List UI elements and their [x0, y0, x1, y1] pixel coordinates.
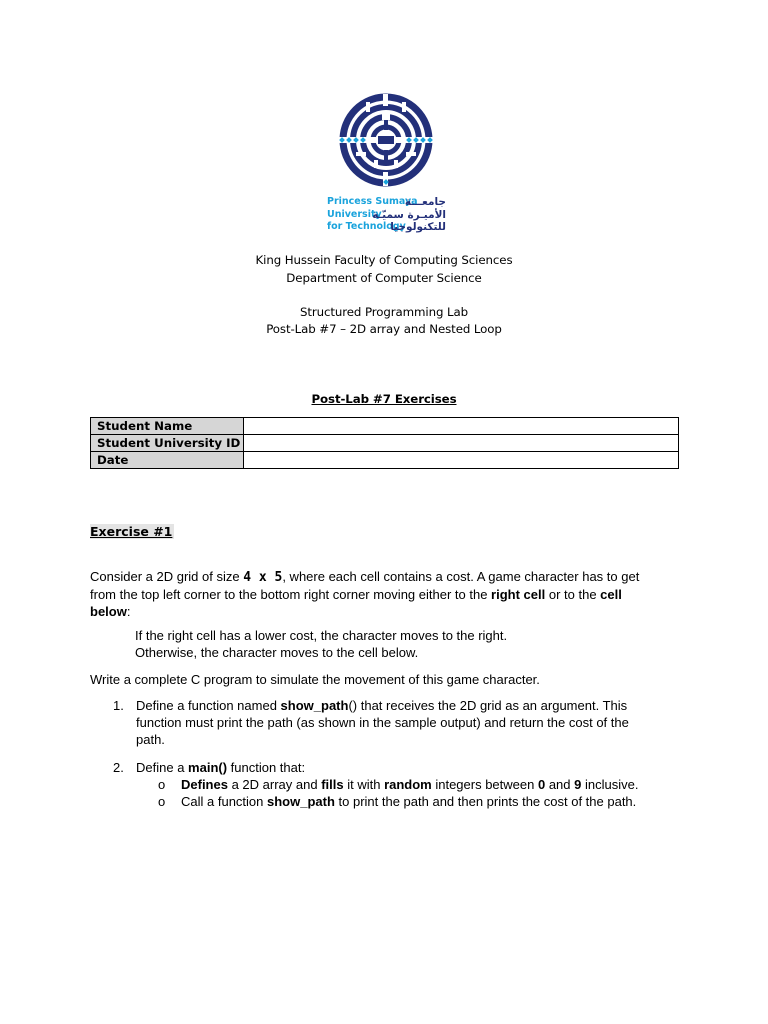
exercise-1-intro: Consider a 2D grid of size 4 x 5, where each cell contains a cost. A game character has to get from the top left corner to the bottom right corner moving either to the right cell or to the cell below: — [90, 569, 640, 619]
student-name-label: Student Name — [91, 418, 244, 435]
exercise-1-task: Write a complete C program to simulate the movement of this game character. — [90, 672, 540, 687]
student-id-label: Student University ID — [91, 435, 244, 452]
student-id-field[interactable] — [244, 435, 679, 452]
bullet-1-text: Defines a 2D array and fills it with random integers between 0 and 9 inclusive. — [181, 777, 639, 792]
lab-title: Post-Lab #7 – 2D array and Nested Loop — [266, 322, 502, 336]
course-name: Structured Programming Lab — [299, 305, 469, 319]
date-field[interactable] — [244, 452, 679, 469]
logo-name-arabic: جامعـــة الأميـرة سميّـة للتكنولوجيا — [372, 196, 446, 233]
item-1-text: Define a function named show_path() that receives the 2D grid as an argument. This function must print the path (as shown in the sample output) and return the cost of the path. — [136, 698, 629, 747]
exercise-1-title: Exercise #1 — [90, 524, 173, 539]
item-2-number: 2. — [113, 760, 124, 775]
table-row — [91, 452, 679, 469]
item-1-number: 1. — [113, 698, 124, 713]
item-2-text: Define a main() function that: — [136, 760, 306, 775]
exercise-1-rules — [135, 628, 507, 662]
table-row — [91, 418, 679, 435]
bullet-marker: o — [158, 777, 166, 792]
table-row — [91, 435, 679, 452]
date-label: Date — [91, 452, 244, 469]
rule-below: Otherwise, the character moves to the cell below. — [135, 644, 419, 660]
psut-logo-icon — [338, 92, 434, 188]
student-info-table — [90, 417, 679, 469]
university-logo-text — [324, 196, 448, 240]
bullet-marker: o — [158, 794, 166, 809]
exercises-title: Post-Lab #7 Exercises — [311, 392, 457, 406]
logo-name-english: Princess Sumaya University for Technology — [327, 196, 418, 232]
rule-right: If the right cell has a lower cost, the character moves to the right. — [135, 628, 508, 643]
bullet-2-text: Call a function show_path to print the path and then prints the cost of the path. — [181, 794, 637, 809]
department-name: Department of Computer Science — [286, 271, 482, 285]
faculty-name: King Hussein Faculty of Computing Sciences — [255, 253, 513, 267]
student-name-field[interactable] — [244, 418, 679, 435]
